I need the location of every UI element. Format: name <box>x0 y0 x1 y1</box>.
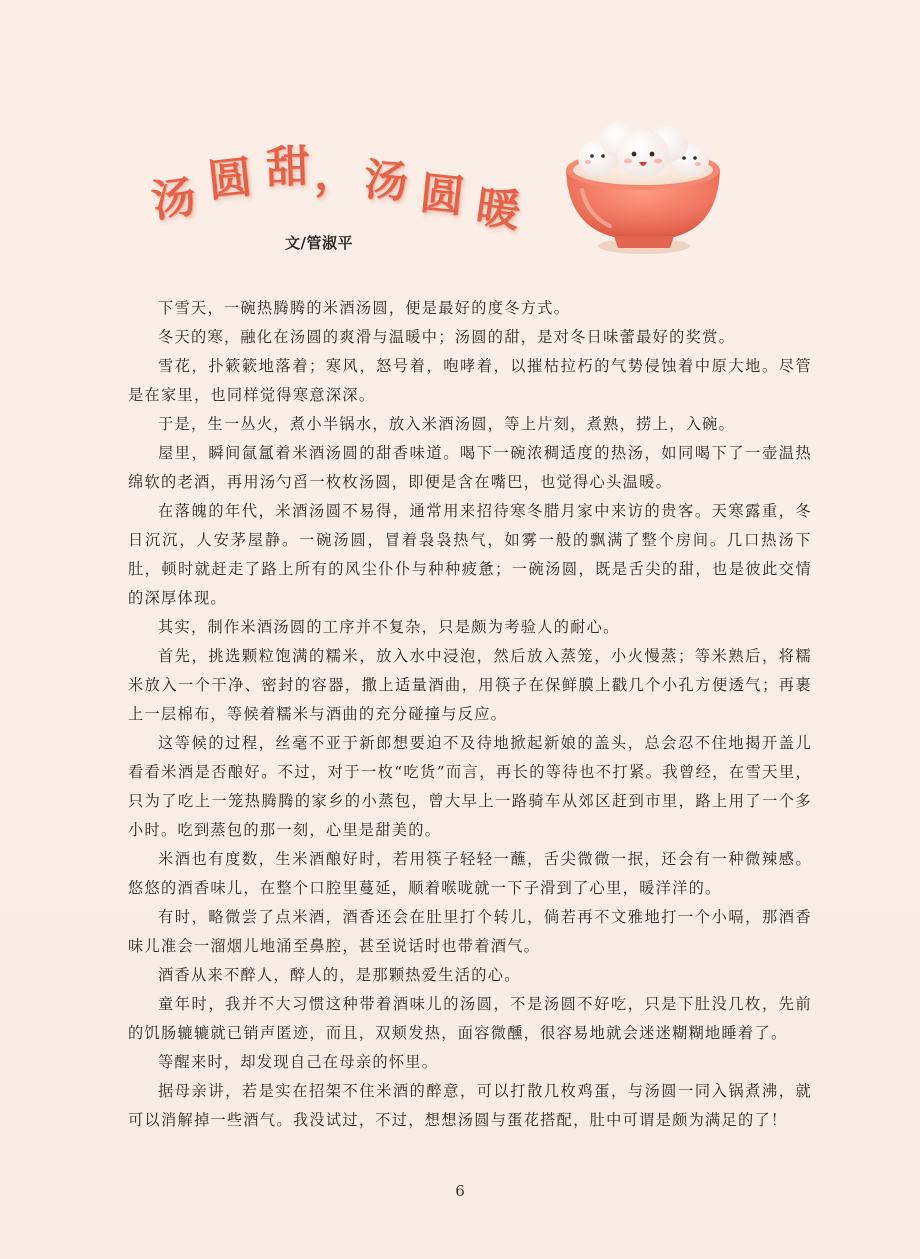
title-char: 圆 <box>205 151 255 208</box>
title-char: 汤 <box>362 154 410 209</box>
paragraph: 据母亲讲，若是实在招架不住米酒的醉意，可以打散几枚鸡蛋，与汤圆一同入锅煮沸，就可以消解掉一些酒气。我没试过，不过，想想汤圆与蛋花搭配，肚中可谓是颇为满足的了！ <box>128 1082 812 1129</box>
tangyuan-bowl-icon <box>558 98 728 258</box>
paragraph: 等醒来时，却发现自己在母亲的怀里。 <box>158 1053 439 1071</box>
paragraph: 米酒也有度数，生米酒酿好时，若用筷子轻轻一蘸，舌尖微微一抿，还会有一种微辣感。悠悠的酒香味儿，在整个口腔里蔓延，顺着喉咙就一下子滑到了心里，暖洋洋的。 <box>128 850 812 897</box>
paragraph: 冬天的寒，融化在汤圆的爽滑与温暖中；汤圆的甜，是对冬日味蕾最好的奖赏。 <box>158 328 736 346</box>
title-char: 汤 <box>148 171 200 228</box>
paragraph: 其实，制作米酒汤圆的工序并不复杂，只是颇为考验人的耐心。 <box>158 618 620 636</box>
paragraph: 首先，挑选颗粒饱满的糯米，放入水中浸泡，然后放入蒸笼，小火慢蒸；等米熟后，将糯米放入一个干净、密封的容器，撒上适量酒曲，用筷子在保鲜膜上戳几个小孔方便透气；再裹上一层棉布，等候着糯米与酒曲的充分碰撞与反应。 <box>128 647 812 723</box>
title-char: 甜 <box>265 141 311 194</box>
page-number: 6 <box>455 1182 465 1200</box>
paragraph: 下雪天，一碗热腾腾的米酒汤圆，便是最好的度冬方式。 <box>158 299 571 317</box>
author-byline: 文/管淑平 <box>285 234 353 252</box>
title-char: 圆 <box>417 167 467 224</box>
paragraph: 有时，略微尝了点米酒，酒香还会在肚里打个转儿，倘若再不文雅地打一个小嗝，那酒香味儿准会一溜烟儿地涌至鼻腔，甚至说话时也带着酒气。 <box>128 908 812 955</box>
paragraph: 在落魄的年代，米酒汤圆不易得，通常用来招待寒冬腊月家中来访的贵客。天寒露重，冬日沉沉，人安茅屋静。一碗汤圆，冒着袅袅热气，如雾一般的飘满了整个房间。几口热汤下肚，顿时就赶走了路上所有的风尘仆仆与种种疲惫；一碗汤圆，既是舌尖的甜，也是彼此交情的深厚体现。 <box>128 502 812 607</box>
paragraph: 童年时，我并不大习惯这种带着酒味儿的汤圆，不是汤圆不好吃，只是下肚没几枚，先前的饥肠辘辘就已销声匿迹，而且，双颊发热，面容微醺，很容易地就会迷迷糊糊地睡着了。 <box>128 995 812 1042</box>
paragraph: 于是，生一丛火，煮小半锅水，放入米酒汤圆，等上片刻，煮熟，捞上，入碗。 <box>158 415 736 433</box>
article-title <box>150 130 570 250</box>
paragraph: 酒香从来不醉人，醉人的，是那颗热爱生活的心。 <box>158 966 521 984</box>
paragraph: 雪花，扑簌簌地落着；寒风，怒号着，咆哮着，以摧枯拉朽的气势侵蚀着中原大地。尽管是在家里，也同样觉得寒意深深。 <box>128 357 812 404</box>
article-body <box>128 294 812 1135</box>
title-char: ， <box>314 148 358 199</box>
paragraph: 这等候的过程，丝毫不亚于新郎想要迫不及待地掀起新娘的盖头，总会忍不住地揭开盖儿看看米酒是否酿好。不过，对于一枚“吃货”而言，再长的等待也不打紧。我曾经，在雪天里，只为了吃上一笼热腾腾的家乡的小蒸包，曾大早上一路骑车从郊区赶到市里，路上用了一个多小时。吃到蒸包的那一刻，心里是甜美的。 <box>128 734 812 839</box>
paragraph: 屋里，瞬间氤氲着米酒汤圆的甜香味道。喝下一碗浓稠适度的热汤，如同喝下了一壶温热绵软的老酒，再用汤勺舀一枚枚汤圆，即便是含在嘴巴，也觉得心头温暖。 <box>128 444 812 491</box>
title-char: 暖 <box>472 181 524 238</box>
